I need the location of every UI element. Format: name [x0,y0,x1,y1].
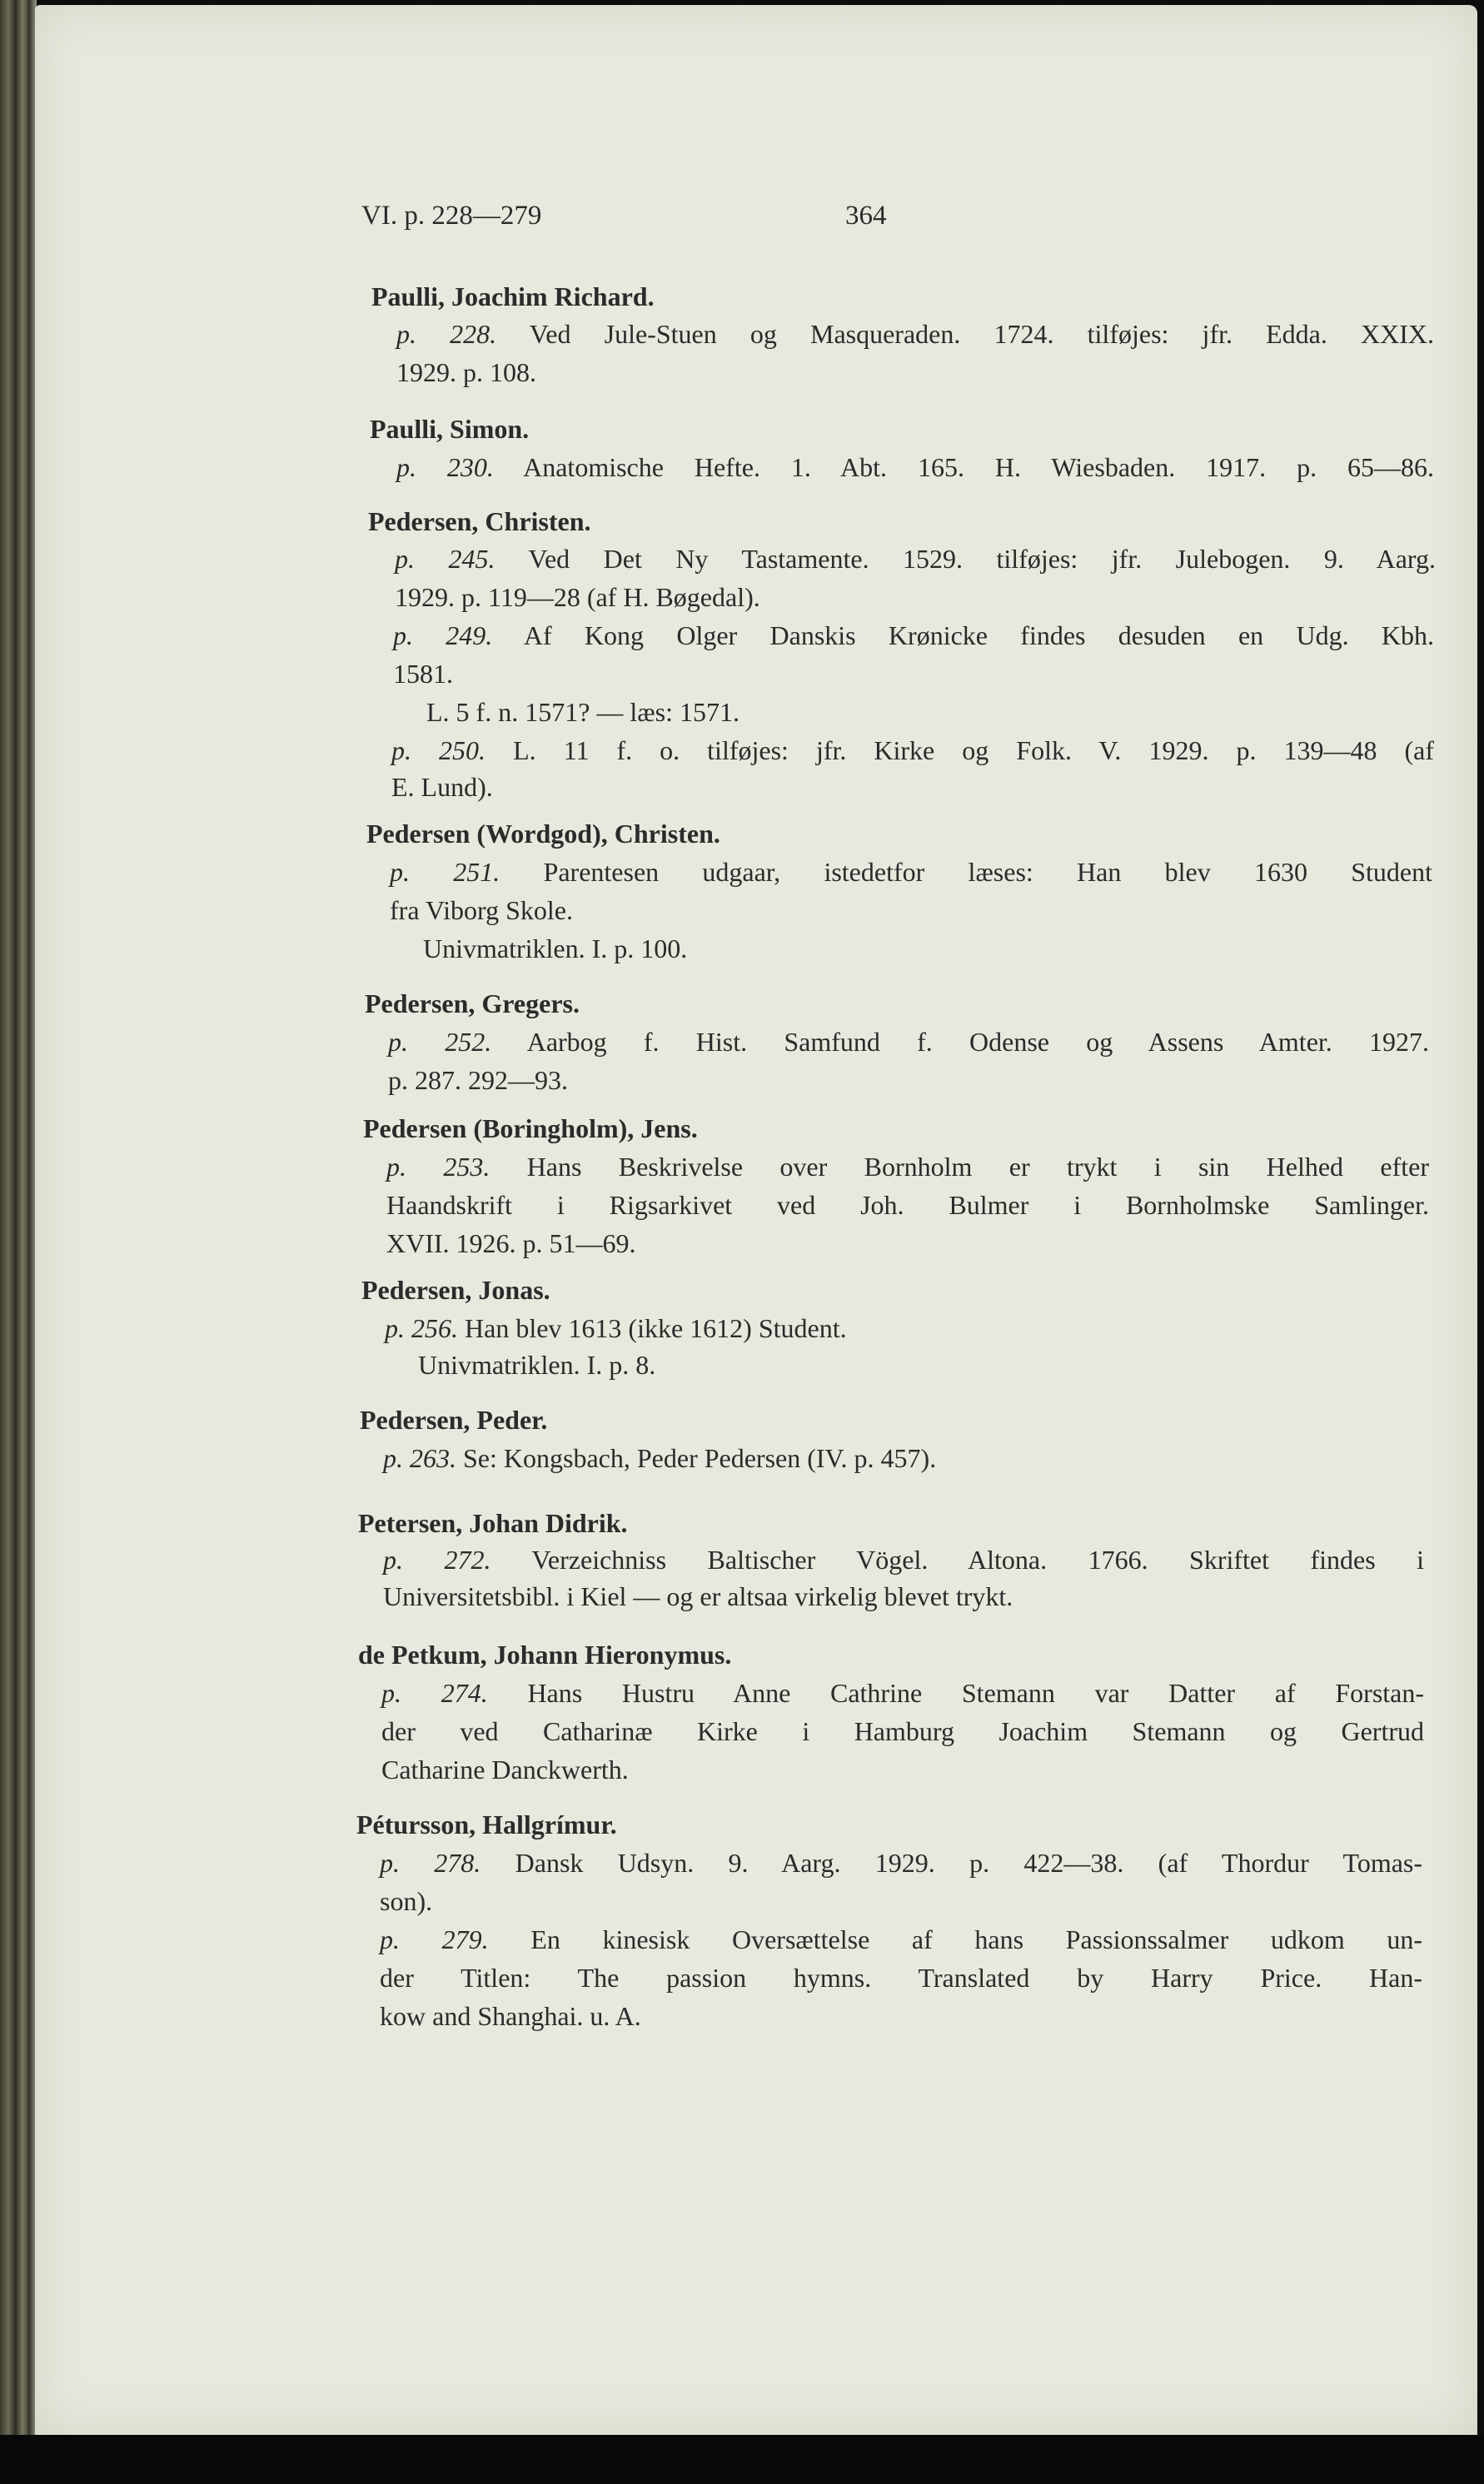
entry-text: Han blev 1613 (ikke 1612) Student. [465,1313,847,1343]
page-ref: p. 230. [396,452,494,482]
entry-line [391,731,1434,770]
entry-line: Univmatriklen. I. p. 100. [423,933,688,963]
page-ref: p. 278. [380,1848,481,1878]
entry-line [390,853,1432,892]
entry-text: Verzeichniss Baltischer Vögel. Altona. 1766. Skriftet findes i [531,1545,1425,1575]
page-ref: p. 274. [381,1678,488,1708]
entry-text: En kinesisk Oversættelse af hans Passionssalmer udkom un- [530,1924,1423,1954]
entry-text: Ved Jule-Stuen og Masqueraden. 1724. tilføjes: jfr. Edda. XXIX. [529,319,1434,349]
entry-line: kow and Shanghai. u. A. [380,2001,641,2031]
entry-line: Univmatriklen. I. p. 8. [418,1350,656,1380]
entry-heading: Pedersen, Jonas. [361,1275,550,1305]
page-bottom-shadow [0,2435,1484,2484]
entry-line: 1929. p. 119—28 (af H. Bøgedal). [395,582,760,612]
entry-line: fra Viborg Skole. [390,895,573,925]
entry-line: Catharine Danckwerth. [381,1755,629,1785]
entry-line [381,1674,1424,1713]
entry-text: Ved Det Ny Tastamente. 1529. tilføjes: jfr. Julebogen. 9. Aarg. [528,544,1437,574]
running-header-ref: VI. p. 228—279 [361,201,542,231]
entry-text: Af Kong Olger Danskis Krønicke findes desuden en Udg. Kbh. [523,620,1435,650]
entry-line [388,1023,1429,1062]
entry-line [386,1147,1429,1187]
entry-line: der Titlen: The passion hymns. Translated by Harry Price. Han- [380,1963,1422,1993]
page-ref: p. 250. [391,735,486,765]
entry-line [385,1309,847,1348]
entry-line: 1581. [393,659,453,689]
entry-line: XVII. 1926. p. 51—69. [386,1228,636,1258]
entry-line [380,1920,1422,1959]
entry-heading: Pedersen, Peder. [360,1405,548,1435]
page-ref: p. 263. [383,1443,456,1473]
entry-text: Parentesen udgaar, istedetfor læses: Han blev 1630 Student [543,857,1433,887]
page-ref: p. 245. [395,544,495,574]
entry-line [395,540,1436,579]
entry-line [396,315,1434,354]
entry-heading: Paulli, Joachim Richard. [371,281,655,311]
entry-line: der ved Catharinæ Kirke i Hamburg Joachim Stemann og Gertrud [381,1716,1424,1746]
entry-line: son). [380,1886,433,1916]
entry-heading: Pedersen, Christen. [368,506,591,536]
entry-line: Haandskrift i Rigsarkivet ved Joh. Bulmer i Bornholmske Samlinger. [386,1190,1429,1220]
entry-heading: Péturssοn, Hallgrímur. [356,1809,617,1839]
entry-line: L. 5 f. n. 1571? — læs: 1571. [426,697,740,727]
page-ref: p. 272. [383,1545,491,1575]
entry-line [396,448,1434,487]
entry-heading: de Petkum, Johann Hieronymus. [358,1640,732,1670]
entry-heading: Paulli, Simon. [370,414,530,444]
entry-line [393,616,1434,655]
entry-line [380,1844,1422,1883]
page-ref: p. 256. [385,1313,458,1343]
entry-line: 1929. p. 108. [396,357,536,387]
entry-line [383,1541,1424,1580]
book-binding [0,0,28,2484]
page-ref: p. 279. [380,1924,489,1954]
entry-text: Se: Kongsbach, Peder Pedersen (IV. p. 457). [463,1443,937,1473]
entry-text: Dansk Udsyn. 9. Aarg. 1929. p. 422—38. (af Thordur Tomas- [515,1848,1423,1878]
page-ref: p. 253. [386,1152,491,1182]
entry-text: Hans Hustru Anne Cathrine Stemann var Datter af Forstan- [527,1678,1425,1708]
page-ref: p. 249. [393,620,493,650]
entry-heading: Pedersen, Gregers. [365,988,580,1018]
page-ref: p. 252. [388,1027,492,1057]
entry-line: p. 287. 292—93. [388,1065,568,1095]
entry-text: Aarbog f. Hist. Samfund f. Odense og Assens Amter. 1927. [526,1027,1430,1057]
entry-heading: Petersen, Johan Didrik. [358,1508,628,1538]
entry-line: E. Lund). [391,772,493,802]
entry-heading: Pedersen (Wordgod), Christen. [366,819,720,849]
entry-text: Hans Beskrivelse over Bornholm er trykt i sin Helhed efter [526,1152,1430,1182]
page-number: 364 [845,201,887,231]
entry-line [383,1439,936,1478]
page-ref: p. 228. [396,319,497,349]
entry-line: Universitetsbibl. i Kiel — og er altsaa virkelig blevet trykt. [383,1581,1013,1611]
entry-text: Anatomische Hefte. 1. Abt. 165. H. Wiesbaden. 1917. p. 65—86. [523,452,1435,482]
page-ref: p. 251. [390,857,500,887]
entry-heading: Pedersen (Boringholm), Jens. [363,1113,698,1143]
entry-text: L. 11 f. o. tilføjes: jfr. Kirke og Folk. V. 1929. p. 139—48 (af [513,735,1435,765]
